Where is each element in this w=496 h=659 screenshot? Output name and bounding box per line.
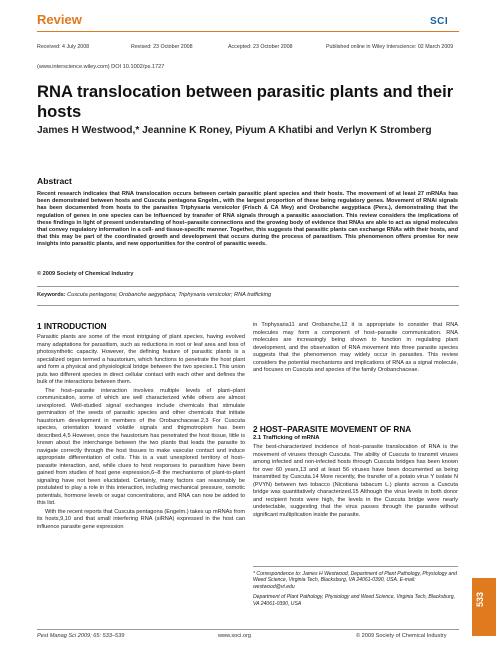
- section1-paragraph-3: With the recent reports that Cuscuta pentagona (Engelm.) takes up mRNAs from its hosts,9,10 and that small interfering RNA (siRNA) expressed in the host can influence parasite gene expression: [37, 508, 245, 530]
- journal-citation: Pest Manag Sci 2009; 65: 533–539: [37, 633, 125, 639]
- section2-heading: 2 HOST–PARASITE MOVEMENT OF RNA: [253, 425, 412, 434]
- accepted-date: Accepted: 23 October 2008: [228, 44, 293, 50]
- footer-rule: [37, 629, 459, 630]
- author-list: James H Westwood,* Jeannine K Roney, Piyum A Khatibi and Verlyn K Stromberg: [37, 125, 432, 136]
- section1-paragraph-1: Parasitic plants are some of the most intriguing of plant species, having evolved many adaptations for parasitism, such as reductions in root or leaf area and loss of photosynthetic capacity. However, the defining feature of parasitic plants is a specialized organ termed a haustorium, which functions to penetrate the host plant and form a physical and physiological bridge between the two species.1 This union puts two different species in direct cellular contact with each other and defines the bulk of the interactions between them.: [37, 334, 245, 385]
- footer-copyright: © 2009 Society of Chemical Industry: [356, 633, 447, 639]
- section21-body: [253, 444, 458, 520]
- section1-paragraph-2: The host–parasite interaction involves multiple levels of plant–plant communication, some of which are well characterized while others are almost unexplored. Well-studied signal exchanges include chemicals that stimulate germination of the seeds of parasitic species and other chemicals that initiate haustorium development in members of the Orobanchaceae.2,3 For Cuscuta species, orientation toward volatile signals and thigmotropism has been described.4,5 However, once the haustorium has penetrated the host tissue, little is known about the interchange between the two plants that leads the parasite to navigate correctly through the host tissues to make vascular contact and induce appropriate differentiation of cells. This is a vast unexplored territory of host–parasite interaction, and, while clues to host responses to parasitism have been gained from studies of host gene expression,6–8 the mechanisms of plant-to-plant signaling have not been elucidated. Certainly, many factors can reasonably be postulated to play a role in this interaction, including mechanical pressure, osmotic potentials, hormone levels or sugar concentrations, and RNA can now be added to this list.: [37, 387, 245, 506]
- abstract-heading: Abstract: [37, 176, 72, 186]
- keywords-text: Cuscuta pentagona; Orobanche aegyptiaca; Triphysaria versicolor; RNA trafficking: [67, 292, 272, 298]
- column2-intro: [253, 322, 458, 376]
- footnote-rule: [253, 566, 458, 567]
- keywords-bottom-rule: [37, 305, 459, 306]
- journal-url[interactable]: www.soci.org: [218, 633, 251, 639]
- keywords-line: [37, 292, 271, 298]
- revised-date: Revised: 23 October 2008: [131, 44, 193, 50]
- affiliation-note: Department of Plant Pathology, Physiology and Weed Science, Virginia Tech, Blacksburg, VA 24061-0390, USA: [253, 594, 455, 607]
- section-label: Review: [37, 12, 82, 27]
- section21-heading: 2.1 Trafficking of mRNA: [253, 435, 320, 441]
- abstract-copyright: © 2009 Society of Chemical Industry: [37, 271, 134, 277]
- article-title: RNA translocation between parasitic plants and their hosts: [37, 82, 454, 121]
- keywords-label: Keywords:: [37, 292, 66, 298]
- section1-heading: 1 INTRODUCTION: [37, 322, 107, 331]
- footnote: [253, 571, 458, 607]
- page-number: 533: [475, 592, 485, 608]
- abstract-text: Recent research indicates that RNA translocation occurs between certain parasitic plant species and their hosts. The movement of at least 27 mRNAs has been demonstrated between hosts and Cuscuta pentagona Engelm., with the largest proportion of these being regulatory genes. Movement of RNAi signals has been documented from hosts to the parasites Triphysaria versicolor (Frisch & CA Mey) and Orobanche aegyptiaca (Pers.), demonstrating that the regulation of genes in one species can be influenced by transfer of RNA signals through a parasitic association. This review considers the implications of these findings in light of present understanding of host–parasite connections and the growing body of evidence that RNAs are able to act as signal molecules that convey regulatory information in a cell- and tissue-specific manner. Together, this suggests that parasitic plants can exchange RNAs with their hosts, and that this may be part of the coordinated growth and development that occurs during the process of parasitism. This phenomenon offers promise for new insights into parasitic plants, and new opportunities for the control of parasitic weeds.: [37, 191, 458, 248]
- published-date: Published online in Wiley Interscience: 02 March 2009: [326, 44, 454, 50]
- correspondence-note: * Correspondence to: James H Westwood, Department of Plant Pathology, Physiology and Weed Science, Virginia Tech, Blacksburg, VA 24061-0390, USA. E-mail: westwood@vt.edu: [253, 571, 457, 590]
- sci-logo: SCI: [430, 16, 449, 27]
- keywords-top-rule: [37, 286, 459, 287]
- section1-body: [37, 334, 245, 532]
- section21-paragraph: The best-characterized incidence of host–parasite translocation of RNA is the movement of viruses through Cuscuta. The ability of Cuscuta to transmit viruses among infected and non-infected hosts through Cuscuta bridges has been known for over 60 years,13 and at least 56 viruses have been documented as being transmitted by Cuscuta.14 More recently, the transfer of a potato virus Y isolate N (PVYN) between two tobacco (Nicotiana tabacum L.) plants across a Cuscuta bridge was quantitatively characterized.15 Although the virus levels in both donor and recipient hosts were high, the levels in the Cuscuta bridge were nearly undetectable, suggesting that the virus passes through the parasite without significant multiplication inside the parasite.: [253, 444, 458, 518]
- column2-paragraph: in Triphysaria11 and Orobanche,12 it is appropriate to consider that RNA molecules may form a component of host–parasite communication. RNA molecules are increasingly being shown to function in regulating plant development, and the observation of RNA movement into three parasite species suggests that the phenomenon may widely occur in parasites. This review considers the potential mechanisms and implications of RNA as a signal molecule, and focuses on Cuscuta and species of the family Orobanchaceae.: [253, 322, 458, 373]
- doi-line: (www.interscience.wiley.com) DOI 10.1002/ps.1727: [37, 64, 165, 70]
- header-rule: [37, 31, 459, 32]
- received-date: Received: 4 July 2008: [37, 44, 90, 50]
